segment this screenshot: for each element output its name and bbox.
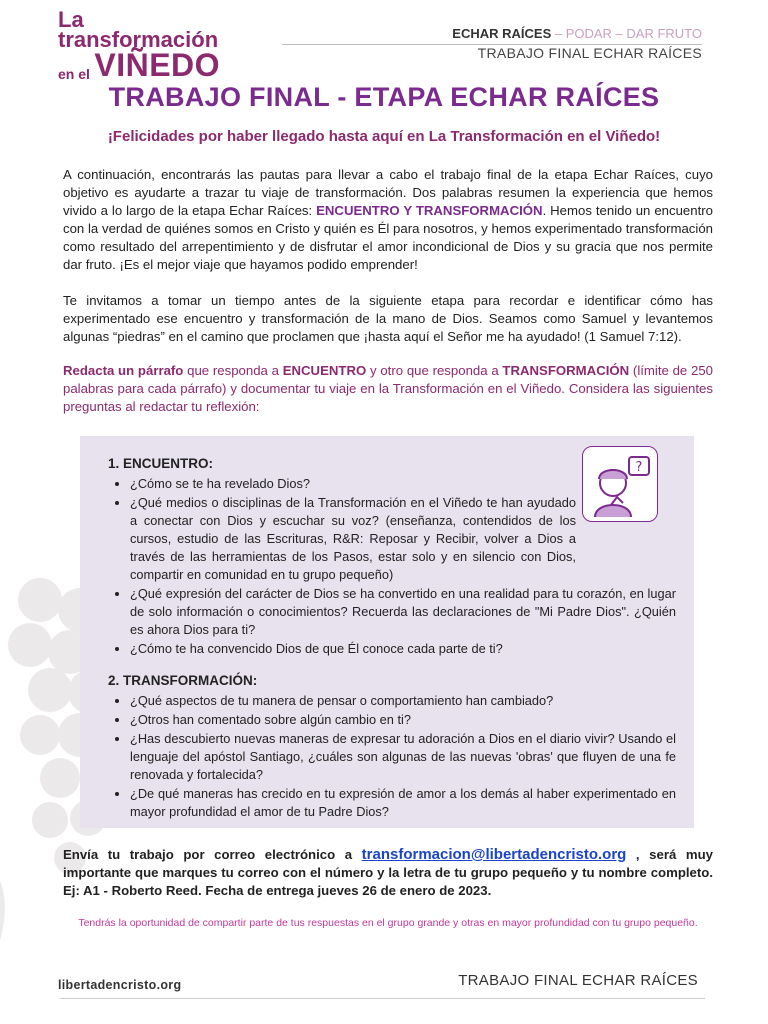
crumb-active: ECHAR RAÍCES — [452, 26, 552, 41]
send-text-a: Envía tu trabajo por correo electrónico a — [63, 847, 362, 862]
crumb-rest: – PODAR – DAR FRUTO — [551, 26, 702, 41]
list-item: • ¿Cómo te ha convencido Dios de que Él conoce cada parte de ti? — [130, 640, 676, 658]
submission-instructions — [63, 846, 713, 900]
instruction-b: que responda a — [183, 363, 283, 378]
section-title-transformacion: 2. TRANSFORMACIÓN: — [108, 673, 258, 688]
logo-line-3: en el — [58, 66, 90, 82]
list-item: • ¿Cómo se te ha revelado Dios? — [130, 475, 676, 493]
instruction-c: ENCUENTRO — [282, 363, 367, 378]
footer-divider — [60, 998, 705, 999]
send-text-b: , será muy importante que marques tu correo con el número y la letra de tu grupo pequeño y tu nombre completo. Ej: A1 - Roberto Reed. Fecha de entrega jueves 26 de enero de 2023. — [63, 847, 714, 898]
stage-breadcrumb — [452, 26, 702, 41]
page-header — [452, 26, 702, 61]
logo-line-2: transformación — [58, 27, 219, 52]
email-link[interactable]: transformacion@libertadencristo.org — [361, 846, 627, 863]
section-title-encuentro: 1. ENCUENTRO: — [108, 456, 214, 471]
brand-logo — [58, 7, 221, 83]
congrats-heading: ¡Felicidades por haber llegado hasta aquí en La Transformación en el Viñedo! — [107, 128, 661, 145]
list-item: • ¿Qué expresión del carácter de Dios se ha convertido en una realidad para tu corazón, en lugar de solo información o conocimientos? Recuerda las declaraciones de "Mi Padre Dios". ¿Quién es ahora Dios para ti? — [130, 585, 676, 639]
logo-line-4: VIÑEDO — [94, 47, 221, 83]
encuentro-list — [108, 475, 676, 658]
intro-text-c: . Hemos tenido un encuentro con la verdad de quiénes somos en Cristo y quién es Él para nosotros, y hemos experimentado transformación como resultado del arrepentimiento y de disfrutar el amor incondicional de Dios y su gracia que nos permite dar fruto. ¡Es el mejor viaje que hayamos podido emprender! — [63, 203, 713, 272]
svg-text:?: ? — [635, 460, 643, 475]
list-item: • ¿Qué aspectos de tu manera de pensar o comportamiento han cambiado? — [130, 692, 676, 710]
instruction-f: (límite de 250 palabras para cada párrafo) y documentar tu viaje en la Transformación en el Viñedo. Considera las siguientes preguntas al redactar tu reflexión: — [63, 363, 714, 414]
list-item: • ¿De qué maneras has crecido en tu expresión de amor a los demás al haber experimentado en mayor profundidad el amor de tu Padre Dios? — [130, 785, 676, 821]
instruction-paragraph — [63, 362, 713, 416]
instruction-e: TRANSFORMACIÓN — [502, 363, 630, 378]
transformacion-list — [108, 692, 676, 821]
footer-website: libertadencristo.org — [58, 978, 182, 992]
intro-highlight: ENCUENTRO Y TRANSFORMACIÓN — [316, 203, 543, 218]
list-item: • ¿Has descubierto nuevas maneras de expresar tu adoración a Dios en el diario vivir? Usando el lenguaje del apóstol Santiago, ¿cuáles son algunas de las nuevas 'obras' que fluyen de una fe renovada y fortalecida? — [130, 730, 676, 784]
instruction-d: y otro que responda a — [366, 363, 503, 378]
footer-title: TRABAJO FINAL ECHAR RAÍCES — [458, 972, 698, 989]
list-item: • ¿Qué medios o disciplinas de la Transformación en el Viñedo te han ayudado a conectar con Dios y escuchar su voz? (enseñanza, contendidos de los cursos, estudio de las Escrituras, R&R: Reposar y Recibir, volver a Dios a través de las herramientas de los Pasos, estar solo y en silencio con Dios, compartir en comunidad en tu grupo pequeño) — [130, 494, 576, 584]
header-subtitle: TRABAJO FINAL ECHAR RAÍCES — [477, 45, 702, 61]
intro-text-a: A continuación, encontrarás las pautas para llevar a cabo el trabajo final de la etapa Echar Raíces, cuyo objetivo es ayudarte a trazar tu viaje de transformación. Dos palabras resumen la experiencia que hemos vivido a lo largo de la etapa Echar Raíces: — [63, 167, 713, 218]
logo-line-1: La — [58, 7, 84, 32]
invite-paragraph: Te invitamos a tomar un tiempo antes de la siguiente etapa para recordar e identificar cómo has experimentado ese encuentro y transformación de la mano de Dios. Seamos como Samuel y levantemos algunas “piedras” en el camino que proclamen que ¡hasta aquí el Señor me ha ayudado! (1 Samuel 7:12). — [63, 293, 713, 344]
page-title: TRABAJO FINAL - ETAPA ECHAR RAÍCES — [108, 82, 660, 112]
header-divider — [282, 44, 702, 45]
questions-box — [80, 436, 694, 828]
intro-paragraph — [63, 166, 713, 274]
instruction-a: Redacta un párrafo — [63, 363, 184, 378]
list-item: • ¿Otros han comentado sobre algún cambio en ti? — [130, 711, 676, 729]
sharing-note: Tendrás la oportunidad de compartir parte de tus respuestas en el grupo grande y otras en mayor profundidad con tu grupo pequeño. — [78, 917, 698, 929]
